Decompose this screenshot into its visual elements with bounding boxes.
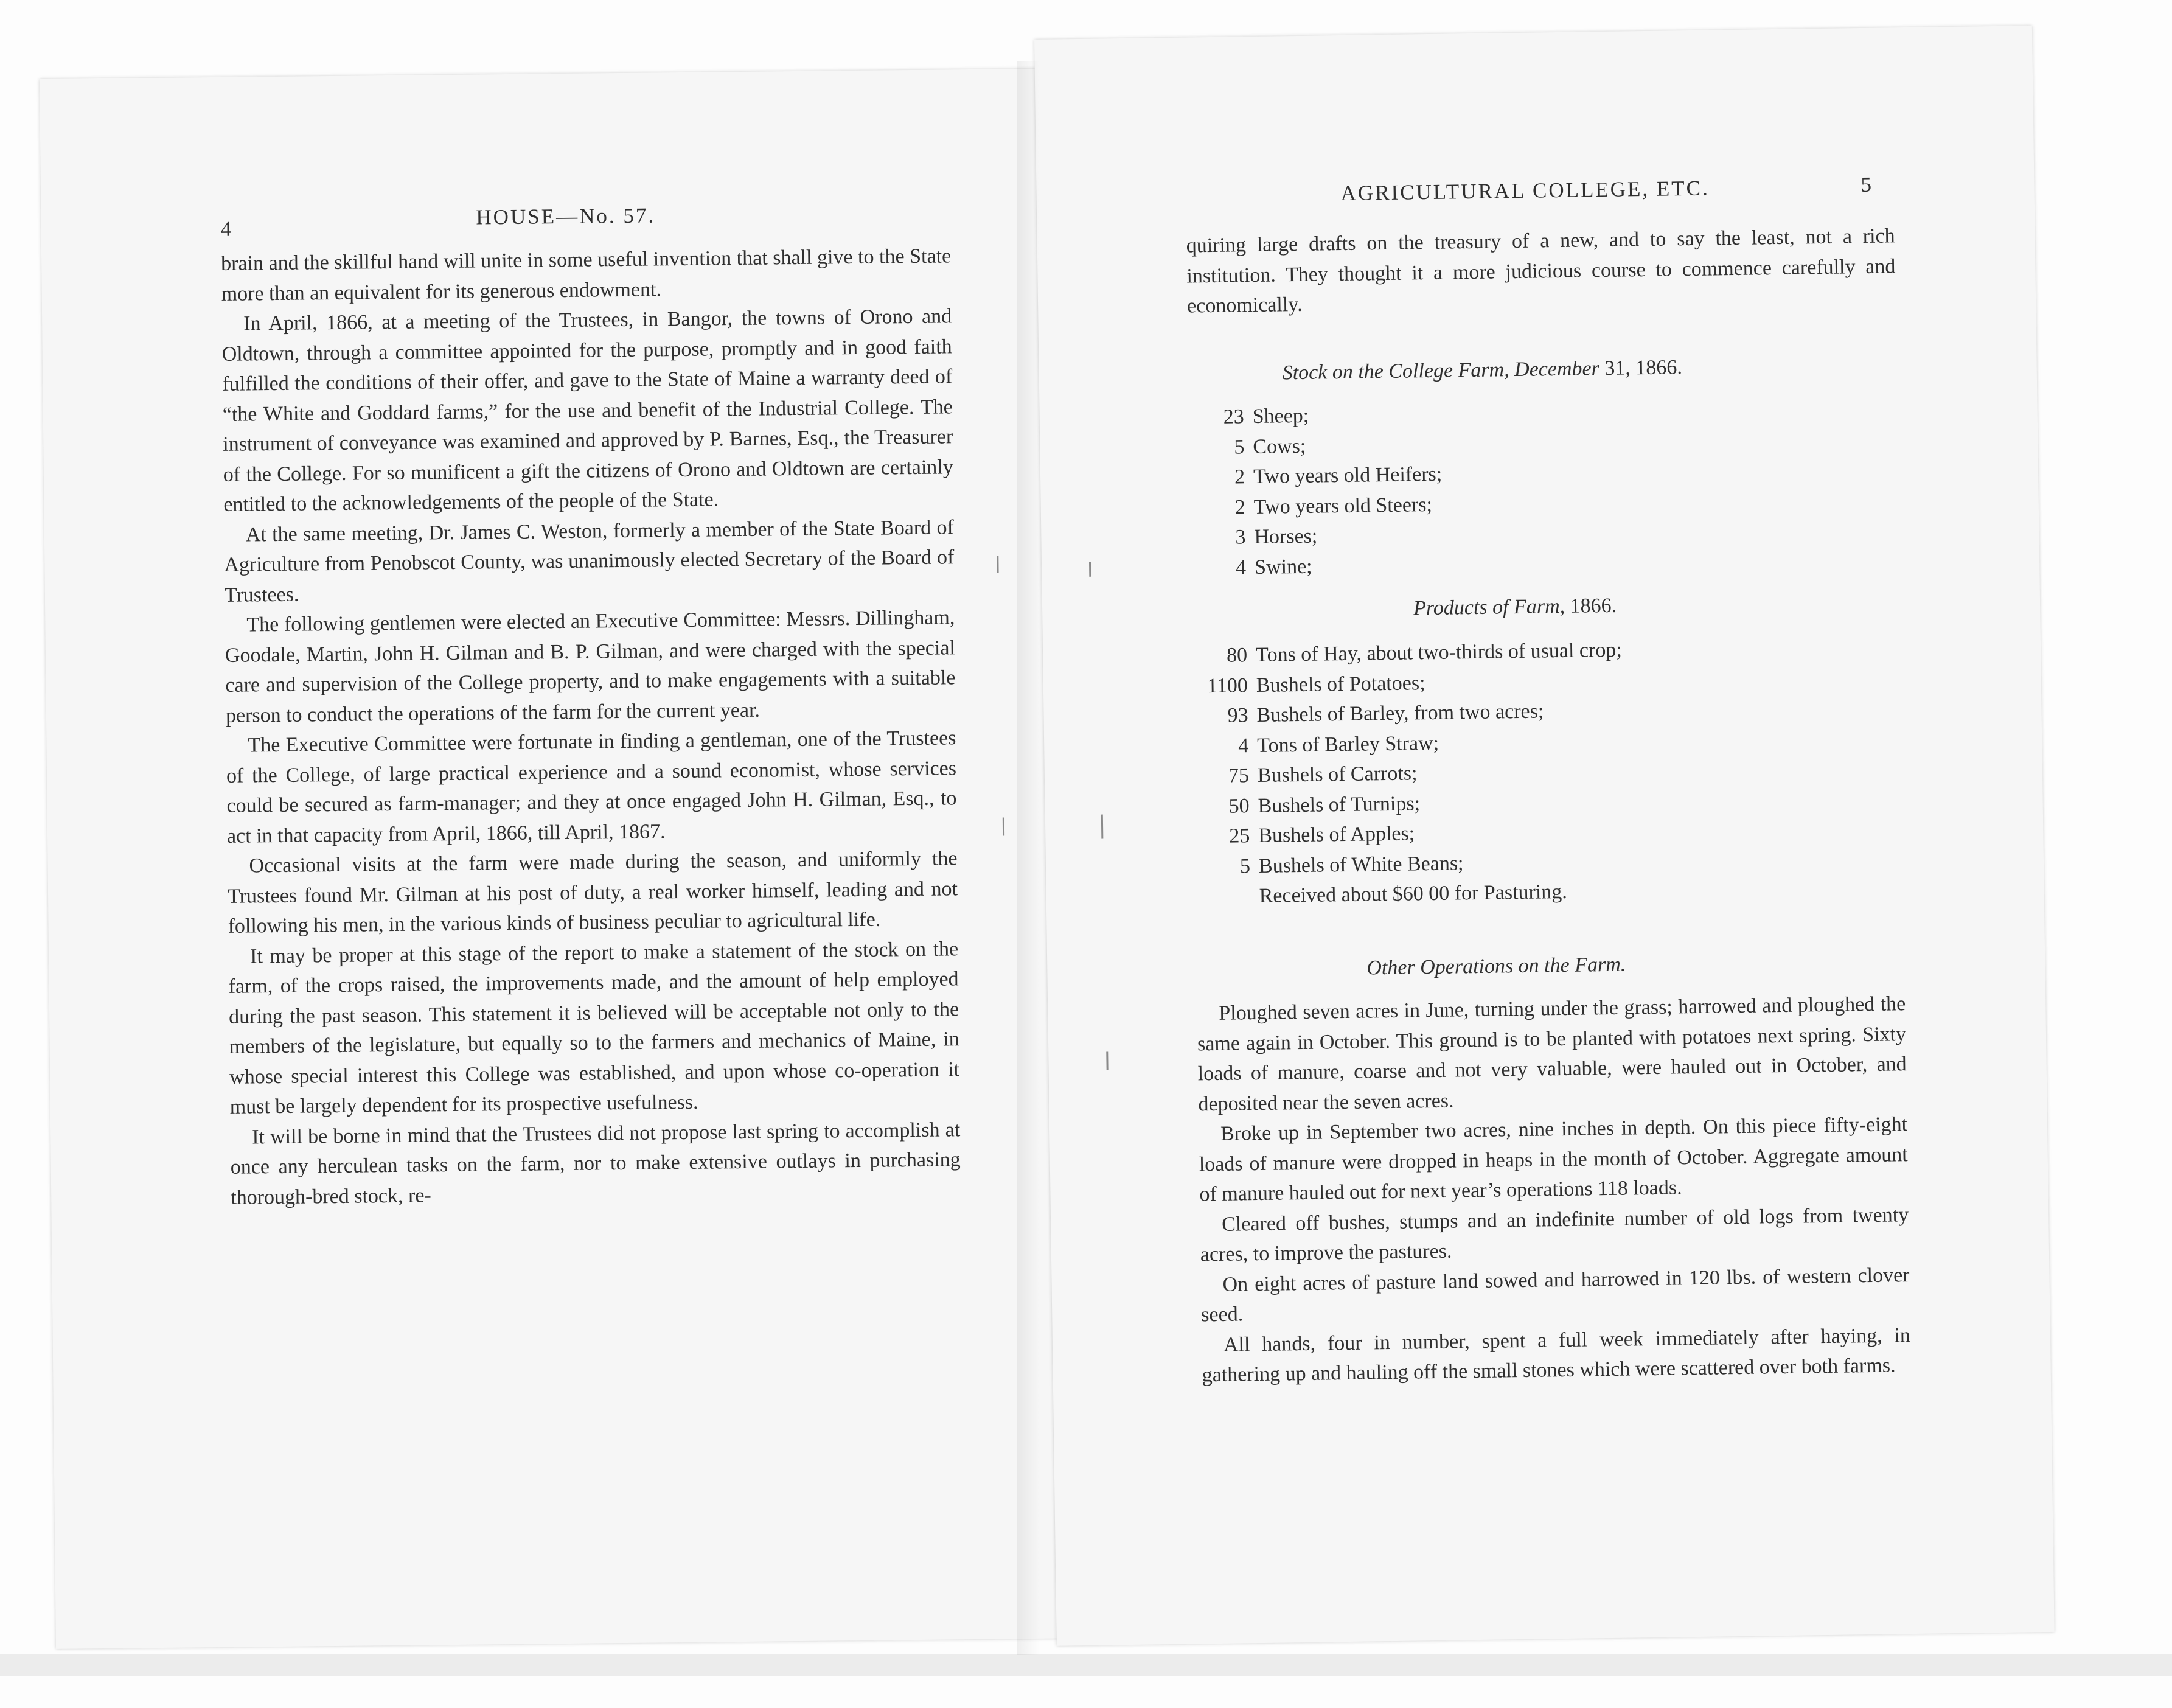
- margin-mark: [1101, 815, 1104, 839]
- right-running-head: AGRICULTURAL COLLEGE, ETC.: [1340, 176, 1710, 205]
- stock-count: 3: [1235, 526, 1246, 549]
- stock-count: 23: [1223, 405, 1244, 428]
- list-item: [1192, 876, 1625, 912]
- stock-count: 2: [1234, 495, 1246, 518]
- stock-item: Swine;: [1254, 555, 1312, 579]
- product-item: Tons of Hay, about two-thirds of usual crop;: [1255, 638, 1622, 667]
- product-quantity: 50: [1228, 794, 1250, 818]
- operations-heading: Other Operations on the Farm.: [1366, 953, 1626, 980]
- stock-count: 5: [1234, 435, 1245, 458]
- products-list: [1189, 635, 1626, 912]
- paragraph: The Executive Committee were fortunate in finding a gentleman, one of the Trustees of the College, of large practical experience and a sound economist, whose services could be secured as farm-manager; and they at once engaged John H. Gilman, Esq., to act in that capacity from April, 1866, till April, 1867.: [226, 727, 957, 848]
- margin-mark: [997, 556, 998, 573]
- stock-item: Two years old Steers;: [1253, 493, 1433, 518]
- product-item: Bushels of Turnips;: [1258, 792, 1421, 817]
- pasturing-note: Received about $60 00 for Pasturing.: [1259, 880, 1568, 907]
- stock-item: Two years old Heifers;: [1253, 462, 1443, 489]
- stock-count: 2: [1234, 465, 1245, 489]
- list-item: [1186, 429, 1442, 462]
- list-item: [1185, 399, 1441, 433]
- left-body-text: [221, 241, 961, 1212]
- margin-mark: [1003, 817, 1004, 835]
- stock-item: Cows;: [1253, 434, 1306, 458]
- right-page-number: 5: [1860, 172, 1872, 197]
- left-page-number: 4: [220, 217, 232, 241]
- right-intro-text: [1186, 221, 1896, 321]
- paragraph: Occasional visits at the farm were made during the season, and uniformly the Trustees found Mr. Gilman at his post of duty, a real worker himself, leading and not following his men, in the various kinds of business peculiar to agricultural life.: [227, 847, 958, 938]
- paragraph: On eight acres of pasture land sowed and harrowed in 120 lbs. of western clover seed.: [1201, 1263, 1910, 1326]
- product-quantity: 80: [1226, 644, 1248, 667]
- list-item: [1186, 489, 1443, 523]
- paragraph: Broke up in September two acres, nine inches in depth. On this piece fifty-eight loads of manure were dropped in heaps in the month of October. Aggregate amount of manure hauled out for next year’s operations 118 loads.: [1199, 1113, 1908, 1206]
- product-item: Tons of Barley Straw;: [1256, 731, 1439, 757]
- paragraph: quiring large drafts on the treasury of a new, and to say the least, not a rich institution. They thought it a more judicious course to commence carefully and economically.: [1186, 225, 1896, 318]
- stock-list: [1185, 399, 1443, 584]
- paragraph: It may be proper at this stage of the report to make a statement of the stock on the farm, of the crops raised, the improvements made, and the amount of help employed during the past season. This statement it is believed will be acceptable not only to the members of the legislature, but equally so to the farmers and mechanics of Maine, in whose special interest this College was established, and upon whose co-operation it must be largely dependent for its prospective usefulness.: [228, 937, 960, 1118]
- paragraph: Cleared off bushes, stumps and an indefinite number of old logs from twenty acres, to improve the pastures.: [1200, 1203, 1909, 1266]
- paragraph: At the same meeting, Dr. James C. Weston, formerly a member of the State Board of Agriculture from Penobscot County, was unanimously elected Secretary of the Board of Trustees.: [224, 515, 955, 607]
- stock-heading: [1282, 356, 1682, 385]
- product-item: Bushels of White Beans;: [1258, 851, 1464, 877]
- product-quantity: 5: [1239, 854, 1251, 877]
- list-item: [1186, 459, 1443, 493]
- left-page: [40, 68, 1078, 1648]
- product-item: Bushels of Carrots;: [1257, 762, 1418, 787]
- paragraph: The following gentlemen were elected an Executive Committee: Messrs. Dillingham, Goodale, Martin, John H. Gilman and B. P. Gilman, and were charged with the special care and supervision of the College property, and to make engagements with a suitable person to conduct the operations of the farm for the current year.: [225, 606, 956, 727]
- product-quantity: 25: [1229, 824, 1250, 848]
- operations-text: [1197, 989, 1911, 1390]
- stock-count: 4: [1235, 556, 1247, 579]
- stock-item: Horses;: [1254, 525, 1318, 549]
- paragraph: It will be borne in mind that the Trustees did not propose last spring to accomplish at once any herculean tasks on the farm, nor to make extensive outlays in purchasing thorough-bred stock, re-: [230, 1118, 961, 1209]
- paragraph: All hands, four in number, spent a full week immediately after haying, in gathering up and hauling off the small stones which were scattered over both farms.: [1202, 1323, 1911, 1387]
- product-quantity: 75: [1228, 764, 1250, 787]
- products-heading-italic: Products of Farm,: [1413, 594, 1565, 620]
- product-item: Bushels of Potatoes;: [1256, 671, 1425, 697]
- list-item: [1188, 549, 1444, 583]
- right-page: [1034, 26, 2055, 1646]
- products-heading-year: 1866.: [1570, 594, 1617, 618]
- scanner-bed-edge: [0, 1654, 2172, 1676]
- paragraph: brain and the skillful hand will unite in some useful invention that shall give to the State more than an equivalent for its generous endowment.: [220, 245, 952, 305]
- left-running-head: HOUSE—No. 57.: [476, 203, 656, 229]
- stock-heading-date: 31, 1866.: [1604, 356, 1683, 380]
- paragraph: In April, 1866, at a meeting of the Trustees, in Bangor, the towns of Orono and Oldtown, through a committee appointed for the purpose, promptly and in good faith fulfilled the conditions of their offer, and gave to the State of Maine a warranty deed of “the White and Goddard farms,” for the use and benefit of the Industrial College. The instrument of conveyance was examined and approved by P. Barnes, Esq., the Treasurer of the College. For so munificent a gift the citizens of Orono and Oldtown are certainly entitled to the acknowledgements of the people of the State.: [221, 305, 953, 516]
- margin-mark: [1106, 1051, 1108, 1070]
- stock-heading-italic: Stock on the College Farm, December: [1282, 357, 1600, 385]
- paragraph: Ploughed seven acres in June, turning under the grass; harrowed and ploughed the same again in October. This ground is to be planted with potatoes next spring. Sixty loads of manure, coarse and not very valuable, were hauled out in October, and deposited near the seven acres.: [1197, 992, 1907, 1115]
- product-quantity: 4: [1237, 734, 1249, 757]
- book-gutter: [1017, 61, 1054, 1655]
- list-item: [1189, 635, 1622, 671]
- margin-mark: [1089, 562, 1091, 577]
- product-item: Bushels of Apples;: [1258, 822, 1415, 847]
- product-quantity: 93: [1227, 704, 1248, 727]
- stock-item: Sheep;: [1252, 404, 1309, 428]
- product-item: Bushels of Barley, from two acres;: [1256, 700, 1544, 727]
- list-item: [1187, 520, 1443, 553]
- product-quantity: 1100: [1206, 674, 1248, 697]
- products-heading: [1413, 594, 1617, 621]
